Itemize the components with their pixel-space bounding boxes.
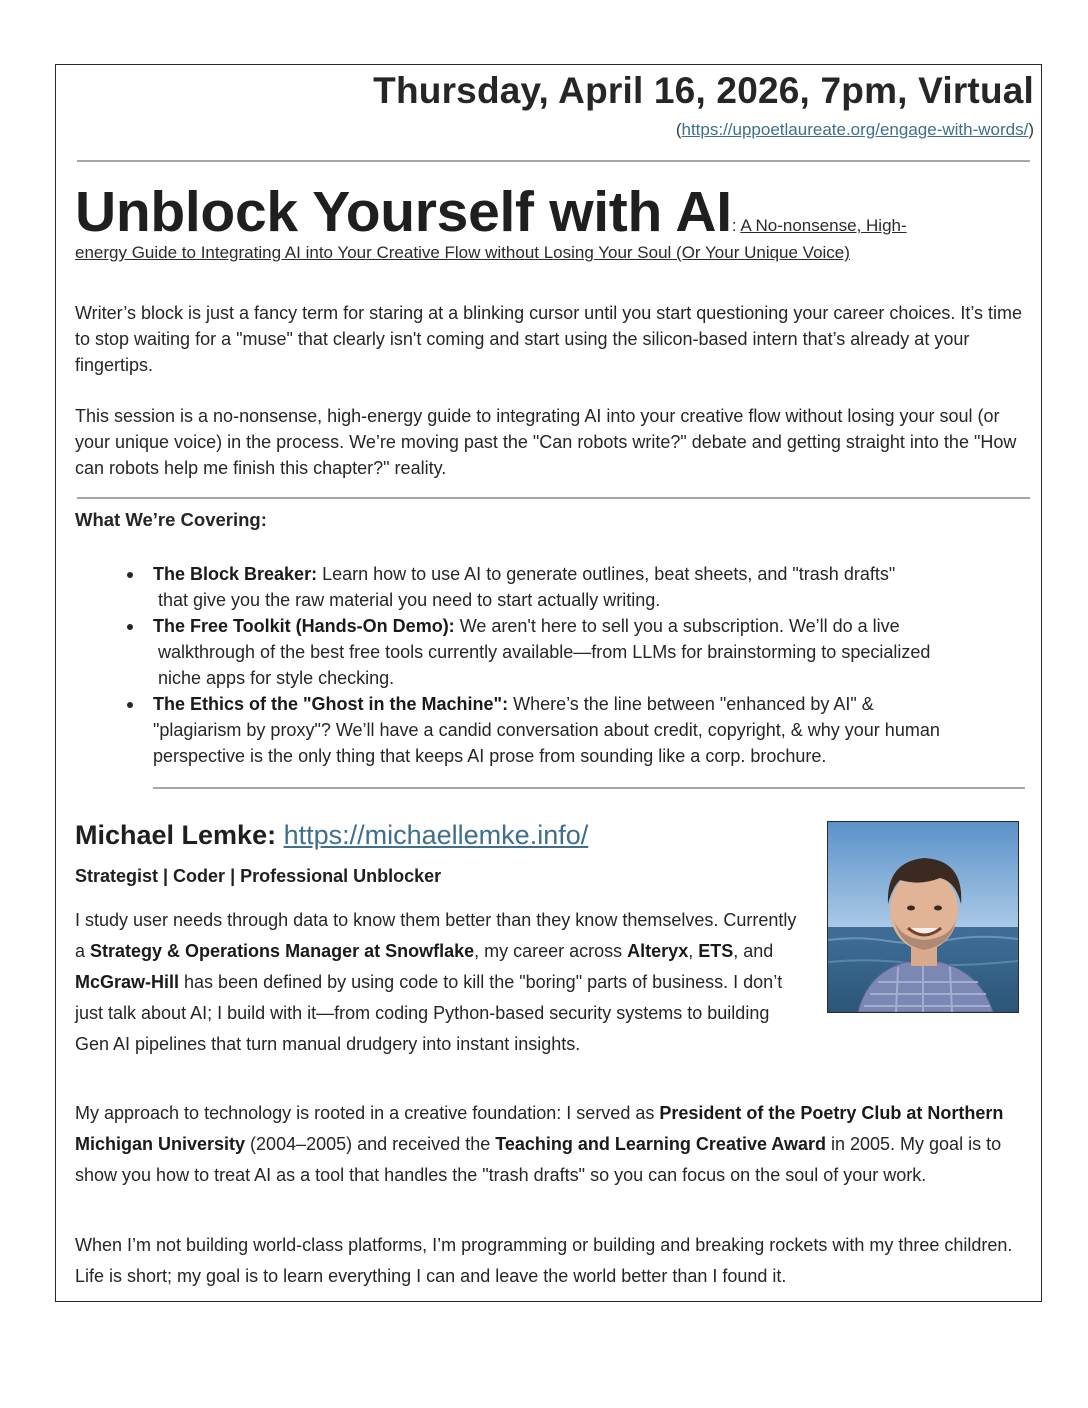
bullet-icon [127,624,133,630]
intro-paragraph-2: This session is a no-nonsense, high-energy guide to integrating AI into your creative flow without losing your soul (or your unique voice) in the process. We’re moving past the "Can robots write?" debate and getting straight into the "How can robots help me finish this chapter?" reality. [75,406,1017,478]
bio-text: in 2005. My goal is to show you how to treat AI as a tool that handles the "trash drafts" so you can focus on the soul of your work. [75,1134,1002,1185]
list-item [115,613,1020,691]
covering-heading: What We’re Covering: [75,509,267,530]
intro-paragraph-1: Writer’s block is just a fancy term for staring at a blinking cursor until you start questioning your career choices. It’s time to stop waiting for a "muse" that clearly isn't coming and start using the silicon-based intern that’s already at your fingertips. [75,303,1023,375]
list-item-text: We aren't here to sell you a subscription. We’ll do a live [454,616,900,636]
covering-list [115,561,1020,769]
bio-highlight-alteryx: Alteryx [627,941,689,961]
bio-text: I study user needs through data to know them better than they know themselves. Currently a [75,910,797,961]
event-url-open-paren: ( [675,120,682,139]
list-item-title: The Block Breaker: [153,564,318,584]
bio-highlight-role: Strategy & Operations Manager at Snowflake [90,941,475,961]
subtitle-line-1: A No-nonsense, High- [740,216,907,235]
covering-divider [153,787,1025,789]
title-block [75,178,1020,266]
speaker-heading [75,820,588,851]
header-divider [77,160,1030,162]
bio-text: , my career across [474,941,628,961]
list-item-continuation: "plagiarism by proxy"? We’ll have a candid conversation about credit, copyright, & why your human perspective is the only thing that keeps AI prose from sounding like a corp. brochure. [153,720,940,766]
bio-highlight-poetry-club: President of the Poetry Club at Northern Michigan University [75,1103,1004,1154]
list-item [115,561,1020,613]
bullet-icon [127,572,133,578]
list-item-title: The Free Toolkit (Hands-On Demo): [153,616,455,636]
event-url-link[interactable]: https://uppoetlaureate.org/engage-with-words/ [681,120,1029,139]
list-item-title: The Ethics of the "Ghost in the Machine": [153,694,509,714]
speaker-name: Michael Lemke: [75,820,277,850]
title-row [75,178,1020,246]
speaker-website-link[interactable]: https://michaellemke.info/ [283,820,589,850]
event-date-line: Thursday, April 16, 2026, 7pm, Virtual [373,70,1034,111]
speaker-tagline: Strategist | Coder | Professional Unblocker [75,866,442,886]
list-item [115,691,1020,769]
list-item-continuation: walkthrough of the best free tools currently available—from LLMs for brainstorming to specialized niche apps for style checking. [158,642,931,688]
bio-highlight-award: Teaching and Learning Creative Award [495,1134,826,1154]
photo-float-spacer [807,905,1035,1029]
bio-highlight-ets: ETS [698,941,734,961]
bio-text: , and [733,941,774,961]
title-separator: : [731,216,741,235]
bio-text: My approach to technology is rooted in a creative foundation: I served as [75,1103,660,1123]
event-url-close-paren: ) [1028,120,1034,139]
bullet-icon [127,702,133,708]
bio-text: , [688,941,699,961]
speaker-bio-2 [75,1098,1040,1191]
intro-divider [77,497,1030,499]
speaker-bio-1 [75,905,1035,1060]
bio-text: (2004–2005) and received the [245,1134,496,1154]
speaker-bio-3: When I’m not building world-class platforms, I’m programming or building and breaking rockets with my three children. Life is short; my goal is to learn everything I can and leave the world better than I found it. [75,1235,1013,1286]
list-item-continuation: that give you the raw material you need to start actually writing. [158,590,661,610]
bio-text: has been defined by using code to kill the "boring" parts of business. I don’t just talk about AI; I build with it—from coding Python-based security systems to building Gen AI pipelines that turn manual drudgery into instant insights. [75,972,783,1054]
page-title: Unblock Yourself with AI [75,180,732,244]
subtitle-line-2: energy Guide to Integrating AI into Your Creative Flow without Losing Your Soul (Or Your Unique Voice) [75,243,850,262]
list-item-text: Learn how to use AI to generate outlines, beat sheets, and "trash drafts" [317,564,896,584]
bio-highlight-mcgraw-hill: McGraw-Hill [75,972,180,992]
list-item-text: Where’s the line between "enhanced by AI" & [508,694,874,714]
event-url-line [676,120,1034,140]
